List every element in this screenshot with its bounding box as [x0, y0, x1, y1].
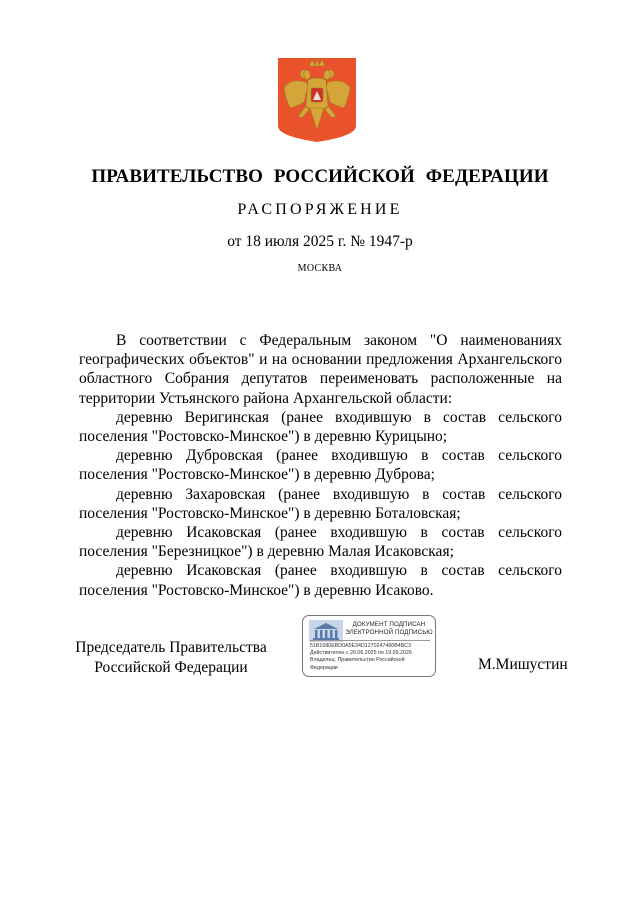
body-paragraph: деревню Дубровская (ранее входившую в состав сельского поселения "Ростовско-Минское") в деревню Дуброва;	[79, 447, 562, 484]
body-paragraph: деревню Исаковская (ранее входившую в состав сельского поселения "Ростовско-Минское") в деревню Исаково.	[79, 562, 562, 599]
stamp-title	[345, 621, 433, 637]
signatory-position	[60, 638, 282, 677]
stamp-title-line: ЭЛЕКТРОННОЙ ПОДПИСЬЮ	[345, 629, 433, 636]
state-emblem	[276, 56, 358, 144]
signatory-position-line: Российской Федерации	[94, 658, 248, 676]
stamp-owner: Владелец: Правительство Российской	[310, 657, 405, 664]
stamp-details	[310, 643, 434, 672]
stamp-title-line: ДОКУМЕНТ ПОДПИСАН	[352, 621, 426, 628]
stamp-certificate: 51B1680EBD0A5E34D1270247460B4BC3	[310, 643, 412, 649]
body-paragraph: деревню Веригинская (ранее входившую в состав сельского поселения "Ростовско-Минское") в деревню Курицыно;	[79, 408, 562, 446]
stamp-validity: Действителен с 26.06.2025 по 19.09.2026	[310, 650, 412, 657]
government-building-icon	[309, 620, 343, 642]
document-date-number: от 18 июля 2025 г. № 1947-р	[227, 233, 413, 250]
electronic-signature-stamp	[302, 615, 436, 677]
government-title: ПРАВИТЕЛЬСТВО РОССИЙСКОЙ ФЕДЕРАЦИИ	[91, 166, 549, 187]
signatory-name: М.Мишустин	[478, 656, 568, 673]
document-body	[79, 331, 562, 600]
body-paragraph: деревню Захаровская (ранее входившую в состав сельского поселения "Ростовско-Минское") в деревню Боталовская;	[79, 485, 562, 522]
stamp-divider	[310, 640, 430, 641]
document-type: РАСПОРЯЖЕНИЕ	[237, 201, 403, 218]
body-paragraph: В соответствии с Федеральным законом "О наименованиях географических объектов" и на основании предложения Архангельского областного Собрания депутатов переименовать расположенные на территории Устьянского района Архангельской области:	[79, 332, 562, 407]
body-paragraph: деревню Исаковская (ранее входившую в состав сельского поселения "Березницкое") в деревню Малая Исаковская;	[79, 524, 562, 561]
signatory-position-line: Председатель Правительства	[75, 639, 267, 656]
document-city: МОСКВА	[297, 263, 343, 274]
stamp-owner: Федерации	[310, 664, 338, 671]
